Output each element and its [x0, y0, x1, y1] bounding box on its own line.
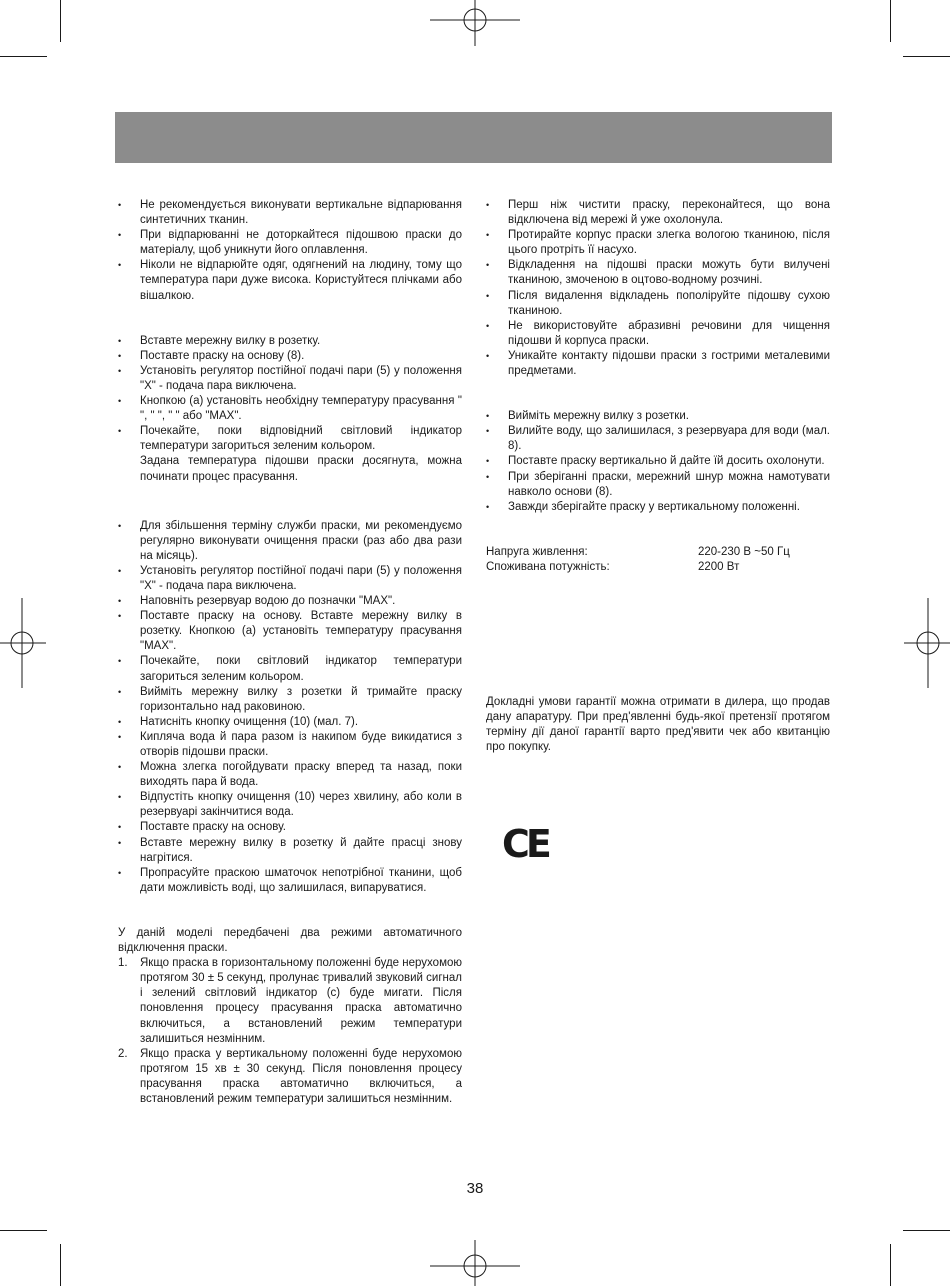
crop-mark [60, 1244, 61, 1286]
list-item: • Почекайте, поки відповідний світловий індикатор температури загориться зеленим кольором. [118, 424, 462, 454]
list-item: • Відпустіть кнопку очищення (10) через хвилину, або коли в резервуарі закінчитися вода. [118, 790, 462, 820]
autooff-list [118, 956, 462, 1107]
list-item: • Після видалення відкладень пополіруйте підошву сухою тканиною. [486, 289, 830, 319]
list-item: • Ніколи не відпарюйте одяг, одягнений на людину, тому що температура пари дуже висока. Користуйтеся плічками або вішалкою. [118, 258, 462, 303]
list-item: • Вийміть мережну вилку з розетки. [486, 409, 830, 424]
item-text: Якщо праска у вертикальному положенні буде нерухомою протягом 15 хв ± 30 секунд. Після поновлення процесу прасування праска автоматично включиться, а встановлений режим температури залишиться незмінним. [140, 1047, 462, 1105]
spec-value: 220-230 В ~50 Гц [698, 545, 790, 558]
registration-mark-top [430, 0, 520, 46]
crop-mark [60, 0, 61, 42]
crop-mark [903, 1230, 950, 1231]
list-item: • Кипляча вода й пара разом із накипом буде викидатися з отворів підошви праски. [118, 730, 462, 760]
list-item: • Протирайте корпус праски злегка вологою тканиною, після цього протріть її насухо. [486, 228, 830, 258]
ce-mark-logo: CE [502, 822, 548, 866]
registration-mark-left [0, 598, 46, 688]
crop-mark [0, 1230, 47, 1231]
left-column [118, 198, 462, 1107]
list-item [118, 1047, 462, 1107]
list-item: • Можна злегка погойдувати праску вперед та назад, поки виходять пара й вода. [118, 760, 462, 790]
cleaning-list [486, 198, 830, 379]
warranty-text: Докладні умови гарантії можна отримати в дилера, що продав дану апаратуру. При пред'явленні будь-якої претензії протягом терміну дії даної гарантії варто пред'явити чек або квитанцію про покупку. [486, 695, 830, 754]
list-item: • Кнопкою (а) установіть необхідну температуру прасування " ", " ", " " або "MAX". [118, 394, 462, 424]
ironing-list [118, 334, 462, 455]
list-item: • Натисніть кнопку очищення (10) (мал. 7). [118, 715, 462, 730]
list-item: • Поставте праску вертикально й дайте їй досить охолонути. [486, 454, 830, 469]
list-item: • Вилийте воду, що залишилася, з резервуара для води (мал. 8). [486, 424, 830, 454]
list-item: • Уникайте контакту підошви праски з гострими металевими предметами. [486, 349, 830, 379]
list-item: • Перш ніж чистити праску, переконайтеся, що вона відключена від мережі й уже охолонула. [486, 198, 830, 228]
spec-row [486, 560, 830, 575]
right-column [486, 198, 830, 755]
list-item: • Не рекомендується виконувати вертикальне відпарювання синтетичних тканин. [118, 198, 462, 228]
list-item: • Почекайте, поки світловий індикатор температури загориться зеленим кольором. [118, 654, 462, 684]
list-item: • Наповніть резервуар водою до позначки "MAX". [118, 594, 462, 609]
specs-table [486, 545, 830, 575]
item-number: 1. [118, 957, 128, 970]
ironing-note: Задана температура підошви праски досягнута, можна починати процес прасування. [140, 455, 462, 483]
list-item: • Вставте мережну вилку в розетку й дайте прасці знову нагрітися. [118, 836, 462, 866]
autooff-intro: У даній моделі передбачені два режими автоматичного відключення праски. [118, 926, 462, 955]
list-item: • Поставте праску на основу. Вставте мережну вилку в розетку. Кнопкою (а) установіть температуру прасування "MAX". [118, 609, 462, 654]
crop-mark [890, 1244, 891, 1286]
page-number: 38 [466, 1180, 484, 1197]
spec-label: Напруга живлення: [486, 545, 588, 558]
list-item: • При зберіганні праски, мережний шнур можна намотувати навколо основи (8). [486, 470, 830, 500]
spec-row [486, 545, 830, 560]
list-item: • Поставте праску на основу (8). [118, 349, 462, 364]
spec-value: 2200 Вт [698, 560, 740, 573]
safety-list [118, 198, 462, 304]
list-item: • Завжди зберігайте праску у вертикальному положенні. [486, 500, 830, 515]
item-number: 2. [118, 1047, 128, 1060]
list-item: • Установіть регулятор постійної подачі пари (5) у положення "X" - подача пара виключена. [118, 364, 462, 394]
list-item [118, 956, 462, 1047]
list-item: • Пропрасуйте праскою шматочок непотрібної тканини, щоб дати можливість воді, що залишилася, випаруватися. [118, 866, 462, 896]
registration-mark-bottom [430, 1240, 520, 1286]
section-header-bar [115, 112, 832, 163]
list-item: • При відпарюванні не доторкайтеся підошвою праски до матеріалу, щоб уникнути його оплавлення. [118, 228, 462, 258]
crop-mark [903, 56, 950, 57]
list-item: • Для збільшення терміну служби праски, ми рекомендуємо регулярно виконувати очищення праски (раз або два рази на місяць). [118, 519, 462, 564]
storage-list [486, 409, 830, 515]
list-item: • Поставте праску на основу. [118, 820, 462, 835]
spec-label: Споживана потужність: [486, 560, 610, 573]
selfclean-list [118, 519, 462, 896]
registration-mark-right [904, 598, 950, 688]
list-item: • Відкладення на підошві праски можуть бути вилучені тканиною, змоченою в оцтово-водному розчині. [486, 258, 830, 288]
list-item: • Вставте мережну вилку в розетку. [118, 334, 462, 349]
crop-mark [0, 56, 47, 57]
item-text: Якщо праска в горизонтальному положенні буде нерухомою протягом 30 ± 5 секунд, пролунає тривалий звуковий сигнал і зелений світловий індикатор (с) буде мигати. Після поновлення процесу прасування праска автоматично включиться, а встановлений режим температури залишиться незмінним. [140, 957, 462, 1045]
list-item: • Вийміть мережну вилку з розетки й тримайте праску горизонтально над раковиною. [118, 685, 462, 715]
list-item: • Не використовуйте абразивні речовини для чищення підошви й корпуса праски. [486, 319, 830, 349]
list-item: • Установіть регулятор постійної подачі пари (5) у положення "X" - подача пара виключена. [118, 564, 462, 594]
crop-mark [890, 0, 891, 42]
